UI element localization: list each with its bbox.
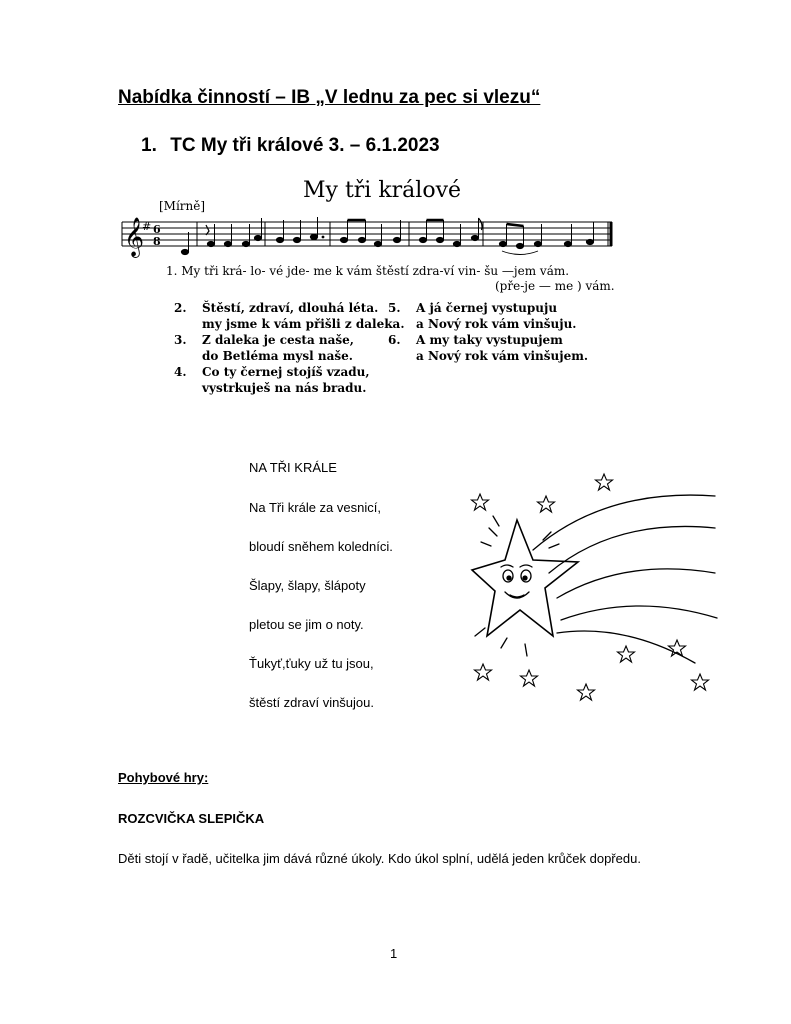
svg-text:#: # <box>142 220 152 233</box>
poem-title: NA TŘI KRÁLE <box>249 460 337 475</box>
verse-number: 6. <box>388 333 401 347</box>
verse-line: a Nový rok vám vinšuju. <box>416 317 577 331</box>
page-number: 1 <box>390 946 398 961</box>
verse-number: 5. <box>388 301 401 315</box>
svg-text:8: 8 <box>153 235 161 248</box>
verse-number: 3. <box>174 333 187 347</box>
poem-line: Šlapy, šlapy, šlápoty <box>249 578 366 593</box>
verse-line: Co ty černej stojíš vzadu, <box>202 365 370 379</box>
games-heading: Pohybové hry: <box>118 770 209 785</box>
verse-2 <box>174 300 405 332</box>
verse-3 <box>174 332 405 364</box>
page-title: Nabídka činností – IB „V lednu za pec si vlezu“ <box>118 87 541 108</box>
verse-line: my jsme k vám přišli z daleka. <box>202 317 405 331</box>
verse-line: A já černej vystupuju <box>416 301 558 315</box>
verse-line: Z daleka je cesta naše, <box>202 333 354 347</box>
poem-line: Ťukyť,ťuky už tu jsou, <box>249 656 374 671</box>
shooting-star-icon <box>465 468 725 703</box>
verse-number: 2. <box>174 301 187 315</box>
verse-line: Štěstí, zdraví, dlouhá léta. <box>202 301 379 315</box>
section-number: 1. <box>141 135 157 156</box>
poem-line: pletou se jim o noty. <box>249 617 364 632</box>
section-title: TC My tři králové 3. – 6.1.2023 <box>170 135 440 156</box>
poem-line: štěstí zdraví vinšujou. <box>249 695 374 710</box>
verse-line: do Betléma mysl naše. <box>202 349 353 363</box>
verse-6 <box>388 332 588 364</box>
svg-text:𝄞: 𝄞 <box>124 217 145 257</box>
verse-line: A my taky vystupujem <box>416 333 563 347</box>
music-staff <box>118 178 618 278</box>
verses-right <box>388 300 588 364</box>
verse-5 <box>388 300 588 332</box>
svg-text:6: 6 <box>153 223 161 236</box>
verse-line: vystrkuješ na nás bradu. <box>202 381 367 395</box>
verse-4 <box>174 364 405 396</box>
section-heading <box>141 135 440 157</box>
verse-number: 4. <box>174 365 187 379</box>
game-title: ROZCVIČKA SLEPIČKA <box>118 811 265 826</box>
verses-left <box>174 300 405 396</box>
song-tempo: [Mírně] <box>159 199 206 213</box>
song-title: My tři králové <box>303 178 462 203</box>
game-description: Děti stojí v řadě, učitelka jim dává různé úkoly. Kdo úkol splní, udělá jeden krůček dopředu. <box>118 851 641 866</box>
poem-line: bloudí sněhem koledníci. <box>249 539 393 554</box>
poem-line: Na Tři krále za vesnicí, <box>249 500 381 515</box>
song-lyrics-line-1: 1. My tři krá- lo- vé jde- me k vám štěstí zdra-ví vin- šu —jem vám. <box>166 264 570 278</box>
verse-line: a Nový rok vám vinšujem. <box>416 349 589 363</box>
song-sheet <box>118 178 618 408</box>
song-lyrics-line-2: (pře-je — me ) vám. <box>495 279 615 293</box>
